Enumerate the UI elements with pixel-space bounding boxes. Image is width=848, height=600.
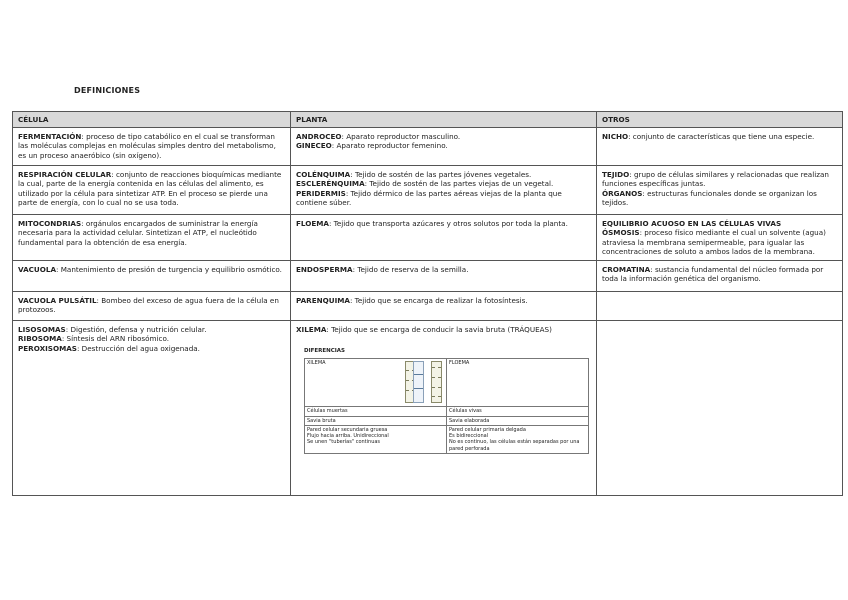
- definition-entry: [18, 296, 285, 314]
- definition-entry: [18, 219, 285, 247]
- definition-text: : Aparato reproductor masculino.: [341, 132, 461, 142]
- definition-term: GINECEO: [296, 141, 332, 151]
- definition-entry: [18, 334, 285, 343]
- definition-term: XILEMA: [296, 325, 327, 335]
- definition-text: : Bombeo del exceso de agua fuera de la célula en protozoos.: [18, 296, 279, 315]
- table-cell: [13, 166, 291, 215]
- definition-text: : conjunto de reacciones bioquímicas mediante la cual, parte de la energía contenida en las células del alimento, es utilizado por la célula para sintetizar ATP. En el proceso se pierde una parte de energía, con lo cual no se usa toda.: [18, 170, 282, 207]
- definition-text: : Tejido de sostén de las partes jóvenes vegetales.: [350, 170, 532, 180]
- definition-term: ÓRGANOS: [602, 188, 643, 198]
- header-planta: PLANTA: [291, 112, 597, 128]
- definition-term: VACUOLA PULSÁTIL: [18, 296, 97, 306]
- document-title: DEFINICIONES: [74, 86, 141, 95]
- definition-term: PERIDERMIS: [296, 188, 346, 198]
- comparison-block: [304, 348, 591, 454]
- table-cell: [597, 261, 843, 292]
- definition-text: : proceso de tipo catabólico en el cual se transforman las moléculas complejas en moléculas simples dentro del metabolismo, es un proceso anaeróbico (sin oxígeno).: [18, 132, 276, 160]
- xylem-vessel-icon: [431, 361, 442, 403]
- comparison-row: [305, 407, 589, 416]
- table-row: [13, 166, 843, 215]
- definition-text: : Tejido que se encarga de conducir la savia bruta (TRÁQUEAS): [326, 325, 552, 335]
- definition-term: CROMATINA: [602, 265, 651, 275]
- definition-text: : Mantenimiento de presión de turgencia y equilibrio osmótico.: [56, 265, 282, 275]
- comparison-header-xilema: [305, 359, 447, 407]
- definition-entry: [296, 325, 591, 334]
- definition-term: VACUOLA: [18, 265, 57, 275]
- table-cell: [13, 261, 291, 292]
- table-cell: [291, 215, 597, 261]
- comparison-cell: Pared celular secundaria gruesa Flujo hacia arriba. Unidireccional Se unen "tuberías" continuas: [305, 425, 447, 453]
- table-row: [13, 215, 843, 261]
- definition-text: : Tejido de reserva de la semilla.: [352, 265, 469, 275]
- definition-entry: [18, 132, 285, 160]
- comparison-row: [305, 425, 589, 453]
- definition-text: : Tejido que se encarga de realizar la fotosíntesis.: [349, 296, 528, 306]
- definition-text: : estructuras funcionales donde se organizan los tejidos.: [602, 188, 817, 207]
- definition-text: : Digestión, defensa y nutrición celular.: [65, 325, 207, 335]
- definition-term: NICHO: [602, 132, 629, 142]
- header-otros: OTROS: [597, 112, 843, 128]
- definition-term: PARENQUIMA: [296, 296, 350, 306]
- table-row: [13, 321, 843, 496]
- definition-entry: [18, 344, 285, 353]
- definition-text: : proceso físico mediante el cual un solvente (agua) atraviesa la membrana semipermeable, para igualar las concentraciones de soluto a ambos lados de la membrana.: [602, 228, 826, 256]
- definition-entry: [18, 170, 285, 207]
- definition-entry: [296, 189, 591, 207]
- definition-entry: [602, 189, 837, 207]
- comparison-cell: Células muertas: [305, 407, 447, 416]
- comparison-col2-title: FLOEMA: [449, 360, 470, 367]
- table-cell: [291, 128, 597, 166]
- definition-entry: [296, 219, 591, 228]
- definition-term: TEJIDO: [602, 170, 630, 180]
- definition-term: MITOCONDRIAS: [18, 219, 82, 229]
- table-cell: [597, 292, 843, 321]
- definition-term: FLOEMA: [296, 219, 329, 229]
- table-cell: [291, 321, 597, 496]
- definition-entry: [296, 132, 591, 141]
- definition-text: : Tejido de sostén de las partes viejas de un vegetal.: [364, 179, 554, 189]
- table-cell: [13, 292, 291, 321]
- definition-term: RIBOSOMA: [18, 334, 62, 344]
- definition-text: : Tejido dérmico de las partes aéreas viejas de la planta que contiene súber.: [296, 188, 562, 207]
- definition-text: : Tejido que transporta azúcares y otros solutos por toda la planta.: [328, 219, 568, 229]
- definition-entry: [602, 219, 837, 228]
- comparison-cell: Pared celular primaria delgada Es bidireccional No es continuo, las células están separadas por una pared perforada: [447, 425, 589, 453]
- comparison-cell: Savia elaborada: [447, 416, 589, 425]
- definition-text: : Síntesis del ARN ribosómico.: [61, 334, 170, 344]
- definition-term: PEROXISOMAS: [18, 343, 77, 353]
- definition-entry: [296, 170, 591, 179]
- comparison-title: DIFERENCIAS: [304, 348, 346, 355]
- definition-entry: [296, 179, 591, 188]
- definition-entry: [602, 132, 837, 141]
- comparison-table: [304, 358, 589, 454]
- table-cell: [597, 215, 843, 261]
- header-celula: CÉLULA: [13, 112, 291, 128]
- definition-term: ANDROCEO: [296, 132, 342, 142]
- definition-entry: [602, 228, 837, 256]
- definition-term: FERMENTACIÓN: [18, 132, 82, 142]
- definition-text: : conjunto de características que tiene una especie.: [628, 132, 815, 142]
- table-cell: [291, 166, 597, 215]
- definition-entry: [602, 170, 837, 188]
- definition-text: : sustancia fundamental del núcleo formada por toda la información genética del organismo.: [602, 265, 824, 284]
- definition-text: : grupo de células similares y relacionadas que realizan funciones específicas juntas.: [602, 170, 829, 189]
- definition-term: COLÉNQUIMA: [296, 170, 351, 180]
- table-cell: [597, 321, 843, 496]
- table-cell: [291, 261, 597, 292]
- definition-entry: [296, 265, 591, 274]
- table-row: [13, 128, 843, 166]
- definition-text: : Destrucción del agua oxigenada.: [76, 343, 200, 353]
- definition-text: : Aparato reproductor femenino.: [331, 141, 448, 151]
- table-cell: [597, 128, 843, 166]
- table-row: [13, 261, 843, 292]
- header-row: [13, 112, 843, 128]
- definition-text: : orgánulos encargados de suministrar la energía necesaria para la actividad celular. Sintetizan el ATP, el nucleótido fundamental para la obtención de esa energía.: [18, 219, 258, 247]
- definition-term: ENDOSPERMA: [296, 265, 353, 275]
- definition-term: ESCLERÉNQUIMA: [296, 179, 365, 189]
- definition-term: LISOSOMAS: [18, 325, 66, 335]
- definition-entry: [18, 325, 285, 334]
- comparison-cell: Células vivas: [447, 407, 589, 416]
- comparison-cell: Savia bruta: [305, 416, 447, 425]
- phloem-sieve-icon: [413, 361, 424, 403]
- table-cell: [13, 321, 291, 496]
- definitions-table: [12, 111, 843, 496]
- table-cell: [13, 128, 291, 166]
- definition-entry: [18, 265, 285, 274]
- definition-term: RESPIRACIÓN CELULAR: [18, 170, 112, 180]
- table-cell: [291, 292, 597, 321]
- definition-entry: [296, 141, 591, 150]
- comparison-row: [305, 416, 589, 425]
- table-cell: [597, 166, 843, 215]
- definition-term: EQUILIBRIO ACUOSO EN LAS CÉLULAS VIVAS: [602, 219, 782, 229]
- comparison-header-floema: [447, 359, 589, 407]
- definition-term: ÓSMOSIS: [602, 228, 640, 238]
- table-row: [13, 292, 843, 321]
- comparison-col1-title: XILEMA: [307, 360, 326, 367]
- definition-entry: [296, 296, 591, 305]
- table-cell: [13, 215, 291, 261]
- definition-entry: [602, 265, 837, 283]
